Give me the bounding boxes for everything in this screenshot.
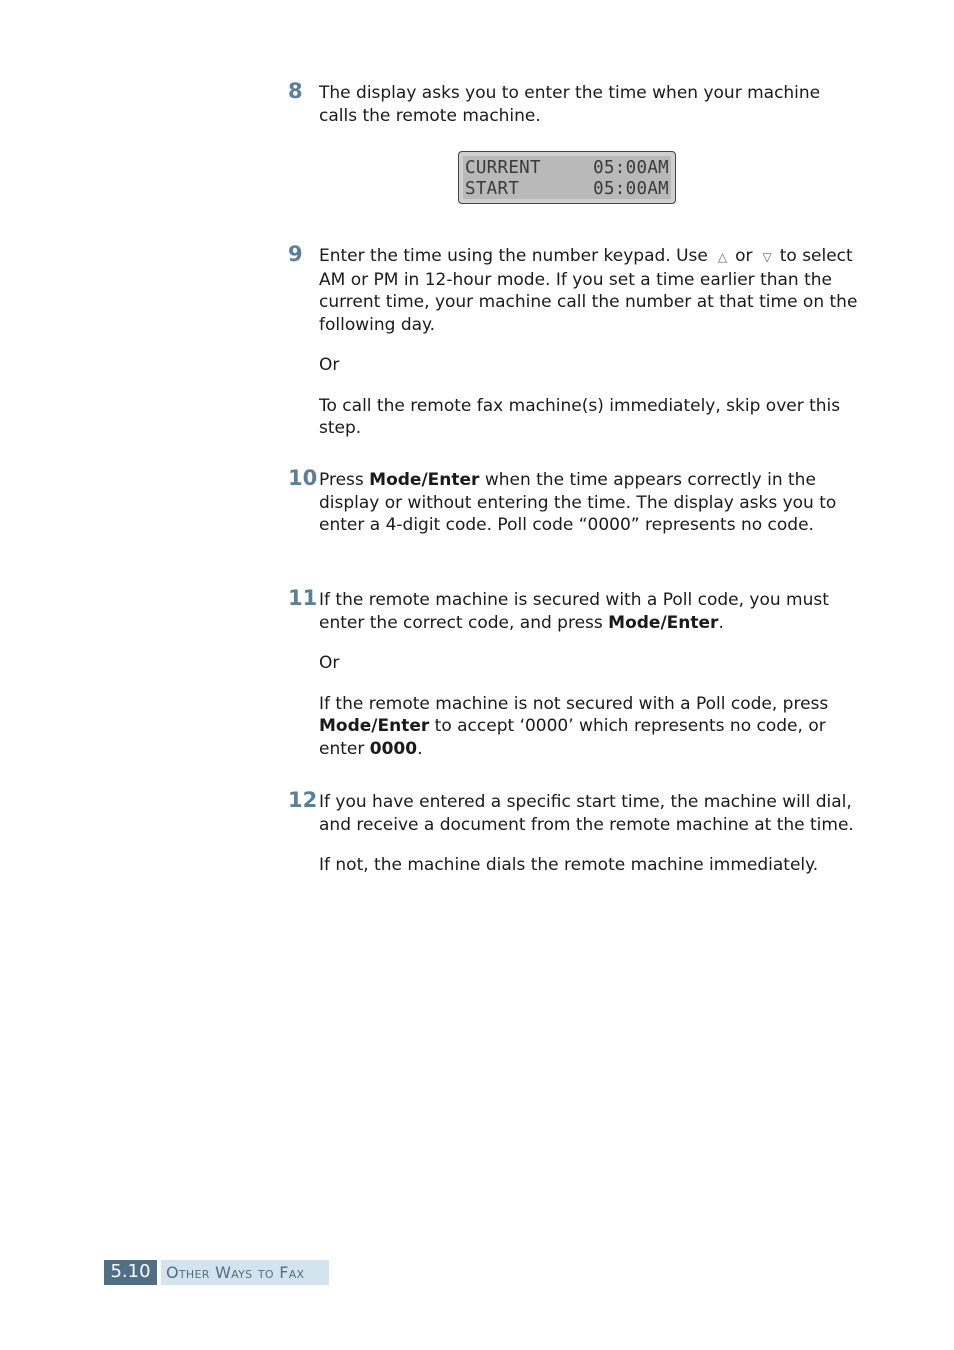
step-text: If not, the machine dials the remote machine immediately. — [319, 855, 819, 875]
step-9 — [288, 242, 858, 440]
text-run: Press — [319, 470, 364, 490]
lcd-value: 05:00AM — [593, 179, 669, 199]
text-run: . — [718, 612, 724, 633]
text-run: when the time appears correctly in the display or without entering the time. The display asks you to enter a 4-digit code. Poll code “0000” represents no code. — [319, 470, 837, 535]
step-10 — [288, 466, 858, 537]
lcd-row-start — [465, 179, 669, 200]
step-number: 11 — [288, 586, 318, 610]
step-8 — [288, 79, 858, 127]
step-number: 12 — [288, 788, 318, 812]
step-text — [319, 469, 858, 537]
step-text — [319, 589, 858, 634]
step-11 — [288, 586, 858, 760]
step-number: 9 — [288, 242, 303, 266]
lcd-display — [458, 151, 676, 204]
lcd-value: 05:00AM — [593, 158, 669, 178]
step-text: To call the remote fax machine(s) immediately, skip over this step. — [319, 395, 841, 438]
text-run: If the remote machine is secured with a Poll code, you must enter the correct code, and press — [319, 590, 829, 633]
step-text — [319, 245, 858, 336]
step-number: 8 — [288, 79, 303, 103]
key-name: Mode/Enter — [608, 612, 719, 633]
up-triangle-icon: △ — [717, 250, 728, 264]
step-text: If you have entered a specific start time, the machine will dial, and receive a document from the remote machine at the time. — [319, 792, 854, 835]
key-name: Mode/Enter — [319, 716, 430, 736]
code-value: 0000 — [369, 738, 418, 759]
lcd-screen — [463, 156, 671, 199]
step-text: The display asks you to enter the time when your machine calls the remote machine. — [319, 83, 821, 126]
text-run: . — [417, 738, 423, 759]
down-triangle-icon: ▽ — [762, 250, 772, 264]
text-run: to accept ‘0000’ which represents no code, or enter — [319, 716, 826, 759]
lcd-row-current — [465, 158, 669, 179]
page-number: 5.10 — [104, 1260, 157, 1285]
key-name: Mode/Enter — [369, 470, 480, 490]
text-run: to select AM or PM in 12-hour mode. If you set a time earlier than the current time, your machine call the number at that time on the following day. — [319, 246, 858, 335]
or-label: Or — [319, 355, 340, 375]
text-run: or — [735, 246, 753, 266]
step-12 — [288, 788, 858, 877]
or-label: Or — [319, 653, 340, 673]
text-run: If the remote machine is not secured with a Poll code, press — [319, 693, 829, 714]
text-run: Enter the time using the number keypad. Use — [319, 246, 708, 266]
lcd-label: CURRENT — [465, 158, 541, 178]
step-number: 10 — [288, 466, 318, 490]
step-text — [319, 693, 858, 761]
section-title: Other Ways to Fax — [161, 1260, 329, 1285]
lcd-label: START — [465, 179, 520, 199]
